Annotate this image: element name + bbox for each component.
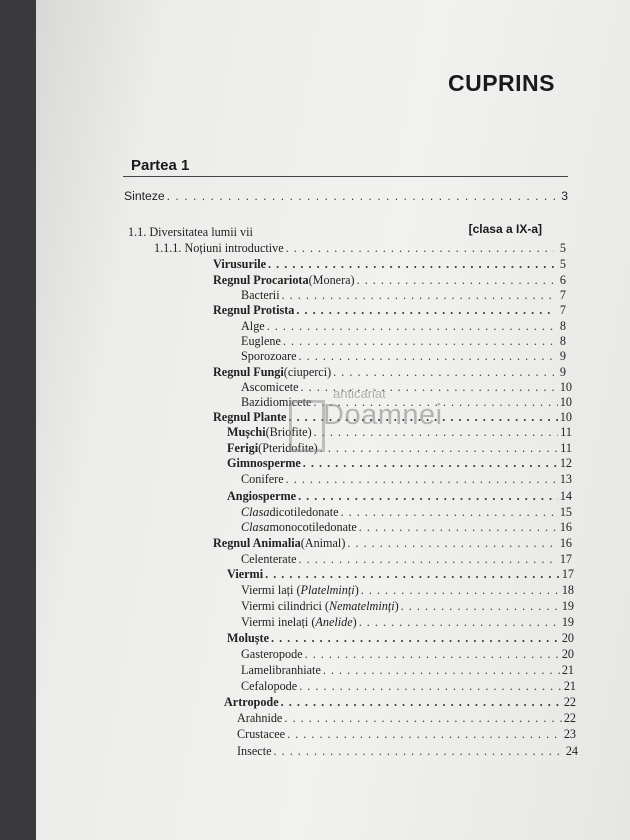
toc-leader: [333, 364, 554, 380]
toc-entry-label: Regnul Protista: [213, 303, 295, 317]
toc-entry-extra: monocotiledonate: [269, 520, 357, 534]
toc-entry-label: Regnul Animalia: [213, 536, 301, 550]
toc-entry-label: Alge: [241, 319, 265, 333]
toc-leader: [298, 488, 558, 504]
toc-page-number: 11: [560, 425, 572, 439]
toc-entry-viermi: [227, 566, 574, 582]
toc-page-number: 8: [559, 319, 566, 333]
toc-leader: [303, 455, 558, 471]
toc-entry-extra: Nematelminți: [328, 599, 395, 613]
toc-leader: [357, 272, 554, 288]
toc-entry-label: 1.1.1. Noțiuni introductive: [154, 241, 284, 255]
toc-entry-label: Regnul Procariota: [213, 273, 309, 287]
toc-page-number: 20: [561, 647, 574, 661]
toc-entry-crustacee: [237, 726, 576, 742]
toc-entry-label: Bacterii: [241, 288, 280, 302]
toc-leader: [284, 710, 561, 726]
toc-leader: [341, 504, 558, 520]
toc-page-number: 10: [559, 395, 572, 409]
toc-entry-notiuni: [154, 240, 566, 256]
toc-entry-cefalopode: [241, 678, 576, 694]
toc-page-number: 22: [563, 711, 576, 725]
toc-entry-label: Regnul Fungi: [213, 365, 284, 379]
toc-page-number: 18: [561, 583, 574, 597]
toc-entry-label: Euglene: [241, 334, 281, 348]
toc-entry-moluste: [227, 630, 574, 646]
toc-entry-diversitatea: [128, 224, 468, 240]
toc-entry-lamelibranhiate: [241, 662, 574, 678]
toc-entry-gimnosperme: [227, 455, 572, 471]
toc-entry-artropode: [224, 694, 576, 710]
toc-page-number: 21: [561, 663, 574, 677]
toc-leader: [314, 424, 559, 440]
toc-page-number: 10: [559, 380, 572, 394]
watermark-large-text: Doamnei: [323, 399, 443, 431]
toc-entry-viermi-cilindrici: [241, 598, 574, 614]
toc-page-number: 10: [559, 410, 572, 424]
toc-entry-extra: dicotiledonate: [269, 505, 339, 519]
toc-page-number: 12: [559, 456, 572, 470]
toc-leader: [401, 598, 560, 614]
toc-leader: [271, 630, 560, 646]
toc-leader: [296, 302, 554, 318]
toc-leader: [301, 379, 558, 395]
toc-page-number: 17: [559, 552, 572, 566]
toc-entry-plante: [213, 409, 572, 425]
toc-leader: [361, 582, 560, 598]
toc-entry-label: Angiosperme: [227, 489, 297, 503]
toc-entry-conifere: [241, 471, 572, 487]
toc-entry-bazidiomicete: [241, 394, 572, 410]
toc-page-number: 9: [559, 365, 566, 379]
toc-page-number: 8: [559, 334, 566, 348]
watermark-small-text: anticariat: [333, 386, 386, 401]
toc-entry-tail: ): [354, 583, 359, 597]
toc-leader: [347, 535, 557, 551]
toc-entry-label: Sporozoare: [241, 349, 297, 363]
toc-entry-label: Clasa: [241, 520, 270, 534]
toc-entry-extra: (Monera): [308, 273, 355, 287]
part-title: Partea 1: [131, 157, 190, 174]
toc-entry-label: Conifere: [241, 472, 284, 486]
toc-page-number: 19: [561, 599, 574, 613]
toc-page-number: 21: [563, 679, 576, 693]
toc-page-number: 9: [559, 349, 566, 363]
toc-entry-label: Moluște: [227, 631, 269, 645]
toc-entry-viermi-lati: [241, 582, 574, 598]
toc-entry-viermi-inelati: [241, 614, 574, 630]
toc-entry-label: Bazidiomicete: [241, 395, 312, 409]
toc-entry-muschi: [227, 424, 572, 440]
toc-page-number: 7: [559, 303, 566, 317]
toc-leader: [359, 614, 560, 630]
toc-leader: [288, 409, 557, 425]
toc-leader: [299, 348, 555, 364]
toc-entry-label: Ferigi: [227, 441, 259, 455]
toc-entry-label: Lamelibranhiate: [241, 663, 321, 677]
toc-page-number: 16: [559, 536, 572, 550]
toc-leader: [305, 646, 560, 662]
toc-leader: [313, 394, 557, 410]
toc-page-number: 17: [561, 567, 574, 581]
toc-entry-tail: ): [352, 615, 357, 629]
toc-entry-animalia: [213, 535, 572, 551]
toc-entry-label: Ascomicete: [241, 380, 299, 394]
page-title: CUPRINS: [447, 70, 555, 96]
toc-entry-label: Virusurile: [213, 257, 267, 271]
toc-entry-label: Celenterate: [241, 552, 297, 566]
toc-entry-celenterate: [241, 551, 572, 567]
toc-leader: [286, 471, 558, 487]
toc-page-number: 22: [563, 695, 576, 709]
toc-page-number: 5: [559, 241, 566, 255]
toc-entry-extra: (Animal): [300, 536, 346, 550]
part-divider: [123, 176, 568, 177]
toc-leader: [282, 287, 554, 303]
toc-entry-tail: ): [394, 599, 399, 613]
toc-leader: [268, 256, 554, 272]
toc-entry-procariota: [213, 272, 566, 288]
toc-leader: [283, 333, 554, 349]
toc-entry-ascomicete: [241, 379, 572, 395]
toc-entry-label: Gasteropode: [241, 647, 303, 661]
toc-entry-label: Viermi lați (: [241, 583, 301, 597]
toc-page-number: 14: [559, 489, 572, 503]
toc-leader: [323, 662, 560, 678]
toc-entry-label: Insecte: [237, 744, 272, 758]
toc-leader: [274, 743, 564, 759]
toc-entry-sinteze: [124, 188, 568, 204]
toc-page-number: 24: [565, 744, 578, 758]
toc-entry-label: Crustacee: [237, 727, 286, 741]
toc-entry-label: Viermi: [227, 567, 264, 581]
toc-entry-angiosperme: [227, 488, 572, 504]
toc-leader: [320, 440, 559, 456]
toc-page-number: 23: [563, 727, 576, 741]
toc-entry-label: 1.1. Diversitatea lumii vii: [128, 225, 253, 239]
toc-entry-extra: Platelminți: [300, 583, 355, 597]
toc-leader: [359, 519, 558, 535]
toc-entry-label: Regnul Plante: [213, 410, 287, 424]
toc-leader: [281, 694, 562, 710]
book-page: [36, 0, 630, 840]
toc-page-number: 3: [561, 189, 568, 203]
toc-leader: [265, 566, 560, 582]
toc-entry-monocotiledonate: [241, 519, 572, 535]
class-tag: [clasa a IX-a]: [468, 222, 542, 236]
toc-entry-extra: Anelide: [315, 615, 353, 629]
toc-entry-alge: [241, 318, 566, 334]
toc-leader: [299, 678, 562, 694]
toc-entry-protista: [213, 302, 566, 318]
toc-leader: [167, 188, 556, 204]
toc-page-number: 6: [559, 273, 566, 287]
toc-leader: [287, 726, 562, 742]
toc-page-number: 19: [561, 615, 574, 629]
toc-page-number: 15: [559, 505, 572, 519]
toc-entry-insecte: [237, 743, 578, 759]
toc-entry-label: Viermi inelați (: [241, 615, 316, 629]
toc-page-number: 11: [560, 441, 572, 455]
toc-page-number: 5: [559, 257, 566, 271]
toc-page-number: 20: [561, 631, 574, 645]
toc-entry-fungi: [213, 364, 566, 380]
toc-entry-label: Arahnide: [237, 711, 283, 725]
toc-entry-label: Mușchi: [227, 425, 266, 439]
toc-entry-extra: (Briofite): [265, 425, 312, 439]
toc-entry-label: Viermi cilindrici (: [241, 599, 329, 613]
toc-entry-euglene: [241, 333, 566, 349]
toc-page-number: 13: [559, 472, 572, 486]
toc-leader: [299, 551, 558, 567]
toc-page-number: 7: [559, 288, 566, 302]
toc-page-number: 16: [559, 520, 572, 534]
toc-leader: [267, 318, 554, 334]
toc-entry-label: Cefalopode: [241, 679, 298, 693]
toc-entry-extra: (Pteridofite): [258, 441, 318, 455]
toc-entry-sporozoare: [241, 348, 566, 364]
toc-entry-dicotiledonate: [241, 504, 572, 520]
toc-entry-ferigi: [227, 440, 572, 456]
toc-entry-label: Artropode: [224, 695, 279, 709]
toc-entry-virusurile: [213, 256, 566, 272]
toc-leader: [286, 240, 554, 256]
toc-entry-label: Gimnosperme: [227, 456, 301, 470]
toc-entry-arahnide: [237, 710, 576, 726]
toc-entry-extra: (ciuperci): [283, 365, 332, 379]
toc-entry-bacterii: [241, 287, 566, 303]
toc-entry-label: Clasa: [241, 505, 270, 519]
toc-entry-gasteropode: [241, 646, 574, 662]
toc-entry-label: Sinteze: [124, 189, 165, 203]
